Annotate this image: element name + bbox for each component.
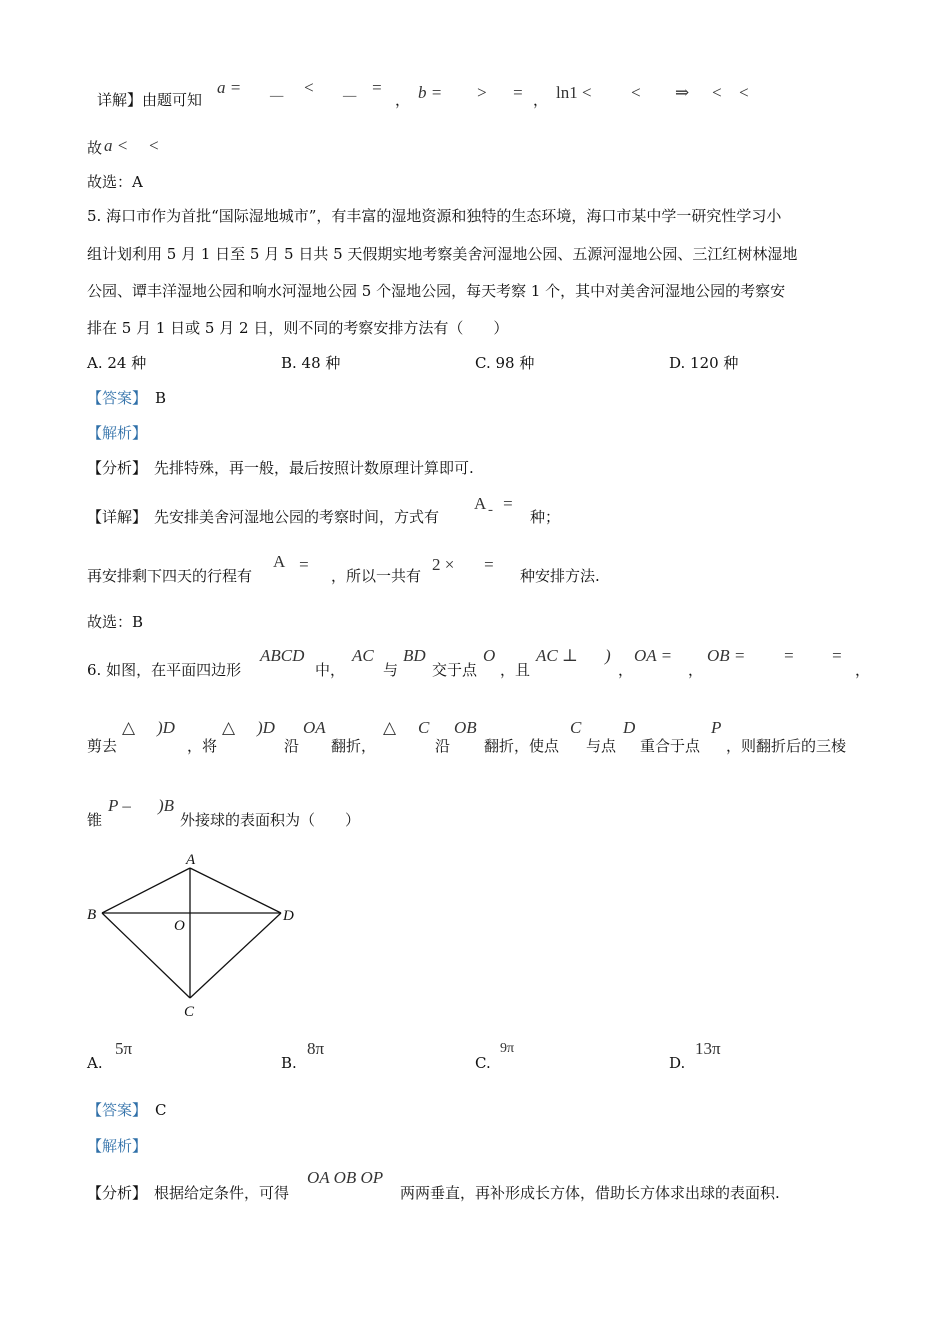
q5-option-c: C. 98 种 (475, 354, 535, 372)
q6-start: 6. 如图，在平面四边形 (87, 661, 242, 679)
math-c: C (570, 718, 582, 737)
math-gt: > (476, 83, 488, 102)
q5-line-b3: 种安排方法. (520, 567, 600, 585)
q6-option-a-letter: A. (87, 1054, 103, 1072)
math-therefore-a: a < (104, 136, 129, 155)
math-oa: OA (303, 718, 326, 737)
text: 外接球的表面积为（ ） (180, 811, 361, 829)
q5-line3: 公园、谭丰洋湿地公园和响水河湿地公园 5 个湿地公园，每天考察 1 个，其中对美舍河湿地公园的考察安 (87, 282, 786, 300)
comma: ， (688, 661, 704, 679)
math-lt: < (711, 83, 723, 102)
math-eq: = (483, 555, 495, 574)
edge-ad (190, 868, 281, 913)
q6-fenxi-pre: 根据给定条件，可得 (154, 1184, 290, 1202)
math-implies: ⇒ (675, 83, 690, 102)
math-p: P (711, 718, 722, 737)
q6-answer-tag: 【答案】 (87, 1101, 148, 1119)
math-o: O (483, 646, 496, 665)
math-paren: ) (605, 646, 611, 665)
text: ，则翻折后的三棱 (726, 737, 847, 755)
q6-option-d-letter: D. (669, 1054, 686, 1072)
q5-xiangjie-tag: 【详解】 (87, 508, 148, 526)
q5-option-d: D. 120 种 (669, 354, 739, 372)
vertex-label-b: B (87, 907, 97, 923)
math-lt: < (630, 83, 642, 102)
math-eq: = (502, 494, 514, 513)
math-triangle: △ (222, 718, 236, 737)
math-ac-perp: AC ⊥ (536, 646, 578, 665)
text: 中， (315, 661, 346, 679)
q5-option-b: B. 48 种 (281, 354, 341, 372)
math-ob: OB (454, 718, 477, 737)
text: 锥 (87, 811, 103, 829)
q5-analysis-tag: 【解析】 (87, 424, 148, 442)
comma: ， (395, 91, 411, 109)
comma: ， (855, 661, 871, 679)
vertex-label-a: A (186, 852, 196, 868)
q6-option-c-letter: C. (475, 1054, 491, 1072)
math-ob-eq: OB = (707, 646, 746, 665)
math-eq: = (783, 646, 795, 665)
math-abcd: ABCD (260, 646, 305, 665)
math-b-eq: b = (418, 83, 443, 102)
vertex-label-c: C (184, 1004, 195, 1020)
detail-prefix: 详解】由题可知 (97, 91, 203, 109)
choice-text: 故选：A (87, 173, 143, 191)
q5-fenxi-tag: 【分析】 (87, 459, 148, 477)
math-eq: = (512, 83, 524, 102)
q5-line4: 排在 5 月 1 日或 5 月 2 日，则不同的考察安排方法有（ ） (87, 319, 509, 337)
text: 重合于点 (640, 737, 701, 755)
q5-line-b2: ，所以一共有 (331, 567, 422, 585)
math-p-minus: P – (108, 796, 131, 815)
quadrilateral-diagram (80, 850, 310, 1025)
q5-xiangjie: 先安排美舍河湿地公园的考察时间，方式有 (154, 508, 440, 526)
q5-choice: 故选：B (87, 613, 144, 631)
math-ob: )B (158, 796, 175, 815)
q5-answer-tag: 【答案】 (87, 389, 148, 407)
math-small: — (343, 88, 357, 104)
text: 翻折，使点 (484, 737, 560, 755)
q6-option-c-value: 9π (500, 1041, 515, 1056)
edge-ab (102, 868, 190, 913)
q5-line-b: 再安排剩下四天的行程有 (87, 567, 253, 585)
text: 沿 (284, 737, 300, 755)
math-triangle: △ (383, 718, 397, 737)
math-small: — (270, 88, 284, 104)
math-d: D (623, 718, 636, 737)
math-sub: - (488, 502, 493, 518)
math-ac: AC (352, 646, 374, 665)
text: ，且 (500, 661, 531, 679)
q5-option-a: A. 24 种 (87, 354, 147, 372)
text: 与 (383, 661, 399, 679)
vertex-label-o: O (174, 918, 185, 934)
math-arrangement: A (273, 552, 286, 571)
q5-line1: 5. 海口市作为首批“国际湿地城市”，有丰富的湿地资源和独特的生态环境，海口市某中学一研究性学习小 (87, 207, 782, 225)
vertex-label-d: D (283, 908, 294, 924)
q6-fenxi-tag: 【分析】 (87, 1184, 148, 1202)
text: ，将 (187, 737, 218, 755)
q5-line2: 组计划利用 5 月 1 日至 5 月 5 日共 5 天假期实地考察美舍河湿地公园、五源河湿地公园、三江红树林湿地 (87, 245, 798, 263)
q6-answer: C (155, 1101, 167, 1119)
math-lt: < (738, 83, 750, 102)
text: 与点 (586, 737, 617, 755)
q6-option-a-value: 5π (115, 1039, 133, 1058)
q6-option-b-value: 8π (307, 1039, 325, 1058)
comma: ， (533, 91, 549, 109)
math-oa-ob-op: OA OB OP (307, 1168, 384, 1187)
math-arrangement: A (474, 494, 487, 513)
math-od: )D (157, 718, 175, 737)
math-od: )D (257, 718, 275, 737)
math-lt: < (148, 136, 160, 155)
comma: ， (618, 661, 634, 679)
q6-analysis-tag: 【解析】 (87, 1137, 148, 1155)
q5-fenxi: 先排特殊，再一般，最后按照计数原理计算即可. (154, 459, 474, 477)
math-eq: = (298, 555, 310, 574)
q5-kind1: 种； (530, 508, 561, 526)
q6-option-d-value: 13π (695, 1039, 721, 1058)
math-a-eq: a = (217, 78, 242, 97)
edge-dc (190, 913, 281, 998)
text: 交于点 (432, 661, 478, 679)
math-eq: = (371, 78, 383, 97)
therefore: 故 (87, 139, 103, 157)
text: 沿 (435, 737, 451, 755)
q6-option-b-letter: B. (281, 1054, 297, 1072)
math-triangle: △ (122, 718, 136, 737)
math-lt: < (303, 78, 315, 97)
q5-answer: B (155, 389, 167, 407)
math-multiply: 2 × (432, 555, 455, 574)
math-oa-eq: OA = (634, 646, 673, 665)
math-c: C (418, 718, 430, 737)
math-bd: BD (403, 646, 426, 665)
math-eq: = (831, 646, 843, 665)
text: 翻折， (331, 737, 377, 755)
text: 剪去 (87, 737, 118, 755)
q6-fenxi-post: 两两垂直，再补形成长方体，借助长方体求出球的表面积. (400, 1184, 780, 1202)
math-ln: ln1 < (556, 83, 592, 102)
